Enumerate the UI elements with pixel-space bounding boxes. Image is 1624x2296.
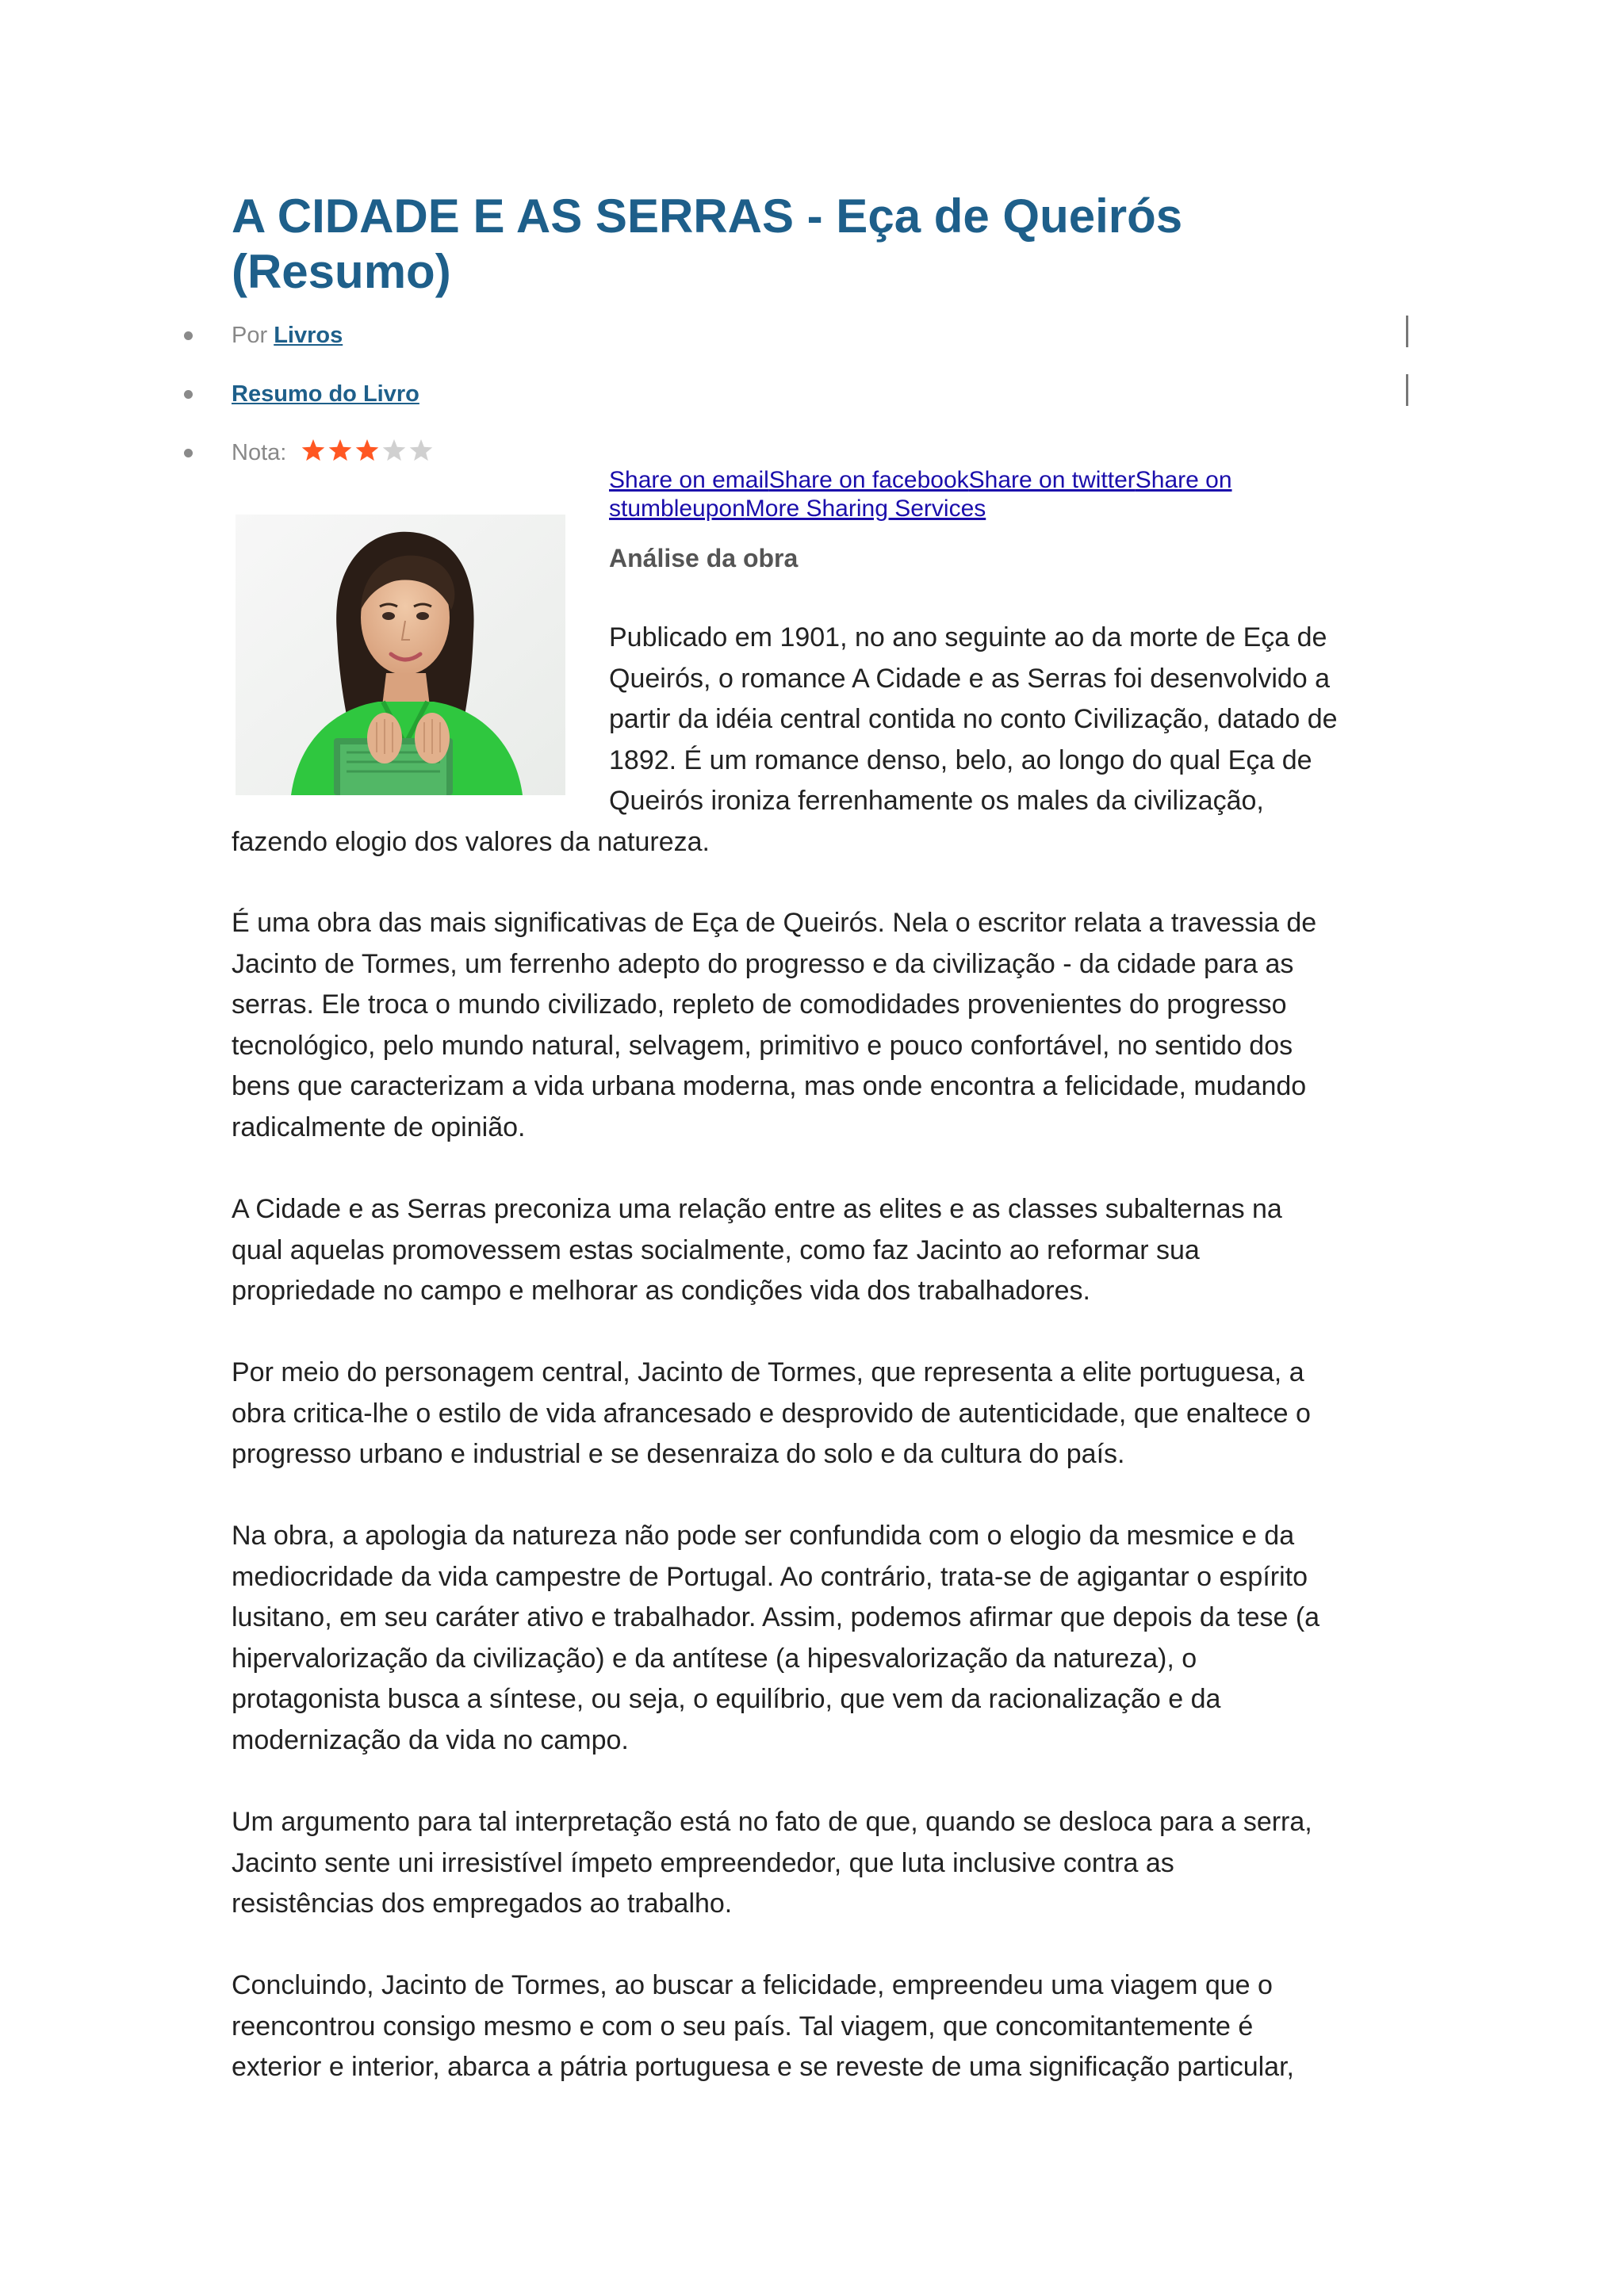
text-line: fazendo elogio dos valores da natureza. bbox=[232, 827, 710, 857]
meta-divider bbox=[1406, 316, 1408, 347]
text-line: progresso urbano e industrial e se desenraiza do solo e da cultura do país. bbox=[232, 1439, 1125, 1469]
section-heading: Análise da obra bbox=[609, 544, 799, 572]
star-icon[interactable] bbox=[327, 438, 353, 464]
text-line: qual aquelas promovessem estas socialmente, como faz Jacinto ao reformar sua bbox=[232, 1234, 1200, 1265]
meta-author-item bbox=[0, 320, 1427, 351]
text-line: tecnológico, pelo mundo natural, selvagem, primitivo e pouco confortável, no sentido dos bbox=[232, 1030, 1293, 1061]
star-icon[interactable] bbox=[354, 438, 380, 464]
author-prefix: Por bbox=[232, 323, 274, 348]
rating-label: Nota: bbox=[232, 440, 287, 465]
text-line: hipervalorização da civilização) e da antítese (a hipesvalorização da natureza), o bbox=[232, 1643, 1197, 1674]
paragraph-2 bbox=[232, 903, 1421, 1148]
meta-rating-item bbox=[0, 437, 1427, 469]
text-line: partir da idéia central contida no conto Civilização, datado de bbox=[609, 704, 1338, 734]
author-link[interactable]: Livros bbox=[274, 323, 343, 348]
text-line: lusitano, em seu caráter ativo e trabalhador. Assim, podemos afirmar que depois da tese (a bbox=[232, 1602, 1320, 1632]
text-line: propriedade no campo e melhorar as condições vida dos trabalhadores. bbox=[232, 1276, 1090, 1306]
bullet-dot-icon bbox=[184, 390, 193, 399]
photo-illustration bbox=[236, 515, 565, 795]
text-line: Jacinto de Tormes, um ferrenho adepto do progresso e da civilização - da cidade para as bbox=[232, 948, 1294, 979]
text-line: resistências dos empregados ao trabalho. bbox=[232, 1888, 733, 1919]
text-line: serras. Ele troca o mundo civilizado, repleto de comodidades provenientes do progresso bbox=[232, 989, 1287, 1020]
text-line: modernização da vida no campo. bbox=[232, 1724, 629, 1755]
rating-stars[interactable] bbox=[301, 438, 435, 473]
paragraph-3 bbox=[232, 1189, 1421, 1312]
text-line: Na obra, a apologia da natureza não pode ser confundida com o elogio da mesmice e da bbox=[232, 1521, 1295, 1551]
paragraph-7 bbox=[232, 1965, 1421, 2088]
text-line: bens que caracterizam a vida urbana moderna, mas onde encontra a felicidade, mudando bbox=[232, 1071, 1307, 1101]
meta-rating bbox=[232, 437, 435, 473]
paragraph-6 bbox=[232, 1802, 1421, 1925]
text-line: Queirós ironiza ferrenhamente os males da civilização, bbox=[609, 786, 1264, 816]
paragraph-4 bbox=[232, 1353, 1421, 1475]
text-line: reencontrou consigo mesmo e com o seu país. Tal viagem, que concomitantemente é bbox=[232, 2011, 1254, 2042]
text-line: Por meio do personagem central, Jacinto de Tormes, que representa a elite portuguesa, a bbox=[232, 1357, 1304, 1387]
share-email-link[interactable]: Share on email bbox=[609, 467, 769, 493]
text-line: exterior e interior, abarca a pátria portuguesa e se reveste de uma significação particular, bbox=[232, 2052, 1294, 2082]
text-line: A Cidade e as Serras preconiza uma relação entre as elites e as classes subalternas na bbox=[232, 1194, 1282, 1224]
star-icon[interactable] bbox=[381, 438, 407, 464]
category-link[interactable]: Resumo do Livro bbox=[232, 381, 419, 407]
text-line: mediocridade da vida campestre de Portugal. Ao contrário, trata-se de agigantar o espírito bbox=[232, 1561, 1308, 1592]
text-line: obra critica-lhe o estilo de vida afrancesado e desprovido de autenticidade, que enaltece o bbox=[232, 1398, 1311, 1429]
meta-divider bbox=[1406, 374, 1408, 406]
text-line: Concluindo, Jacinto de Tormes, ao buscar a felicidade, empreendeu uma viagem que o bbox=[232, 1970, 1273, 2000]
share-twitter-link[interactable]: Share on twitter bbox=[968, 467, 1136, 493]
text-line: Queirós, o romance A Cidade e as Serras foi desenvolvido a bbox=[609, 663, 1331, 694]
text-line: Jacinto sente uni irresistível ímpeto empreendedor, que luta inclusive contra as bbox=[232, 1847, 1174, 1878]
meta-category bbox=[232, 378, 419, 410]
text-line: Publicado em 1901, no ano seguinte ao da morte de Eça de bbox=[609, 622, 1327, 652]
woman-holding-green-book-photo bbox=[236, 515, 565, 795]
star-icon[interactable] bbox=[408, 438, 434, 464]
text-line: 1892. É um romance denso, belo, ao longo do qual Eça de bbox=[609, 744, 1312, 775]
text-line: É uma obra das mais significativas de Eça de Queirós. Nela o escritor relata a travessia de bbox=[232, 908, 1317, 938]
paragraph-1-wrapped bbox=[609, 618, 1394, 822]
article-title: A CIDADE E AS SERRAS - Eça de Queirós (Resumo) bbox=[232, 189, 1183, 298]
meta-author bbox=[232, 320, 343, 351]
share-facebook-link[interactable]: Share on facebook bbox=[768, 467, 969, 493]
share-stumbleupon-link[interactable]: Share on stumbleupon bbox=[609, 467, 1232, 522]
bullet-dot-icon bbox=[184, 449, 193, 457]
paragraph-5 bbox=[232, 1516, 1421, 1761]
text-line: radicalmente de opinião. bbox=[232, 1112, 526, 1142]
paragraph-1-tail bbox=[232, 822, 1421, 863]
text-line: Um argumento para tal interpretação está no fato de que, quando se desloca para a serra, bbox=[232, 1807, 1312, 1837]
star-icon[interactable] bbox=[301, 438, 326, 464]
text-line: protagonista busca a síntese, ou seja, o equilíbrio, que vem da racionalização e da bbox=[232, 1684, 1221, 1714]
more-sharing-link[interactable]: More Sharing Services bbox=[745, 496, 986, 522]
meta-category-item bbox=[0, 378, 1427, 410]
bullet-dot-icon bbox=[184, 331, 193, 340]
share-links bbox=[609, 466, 1307, 523]
